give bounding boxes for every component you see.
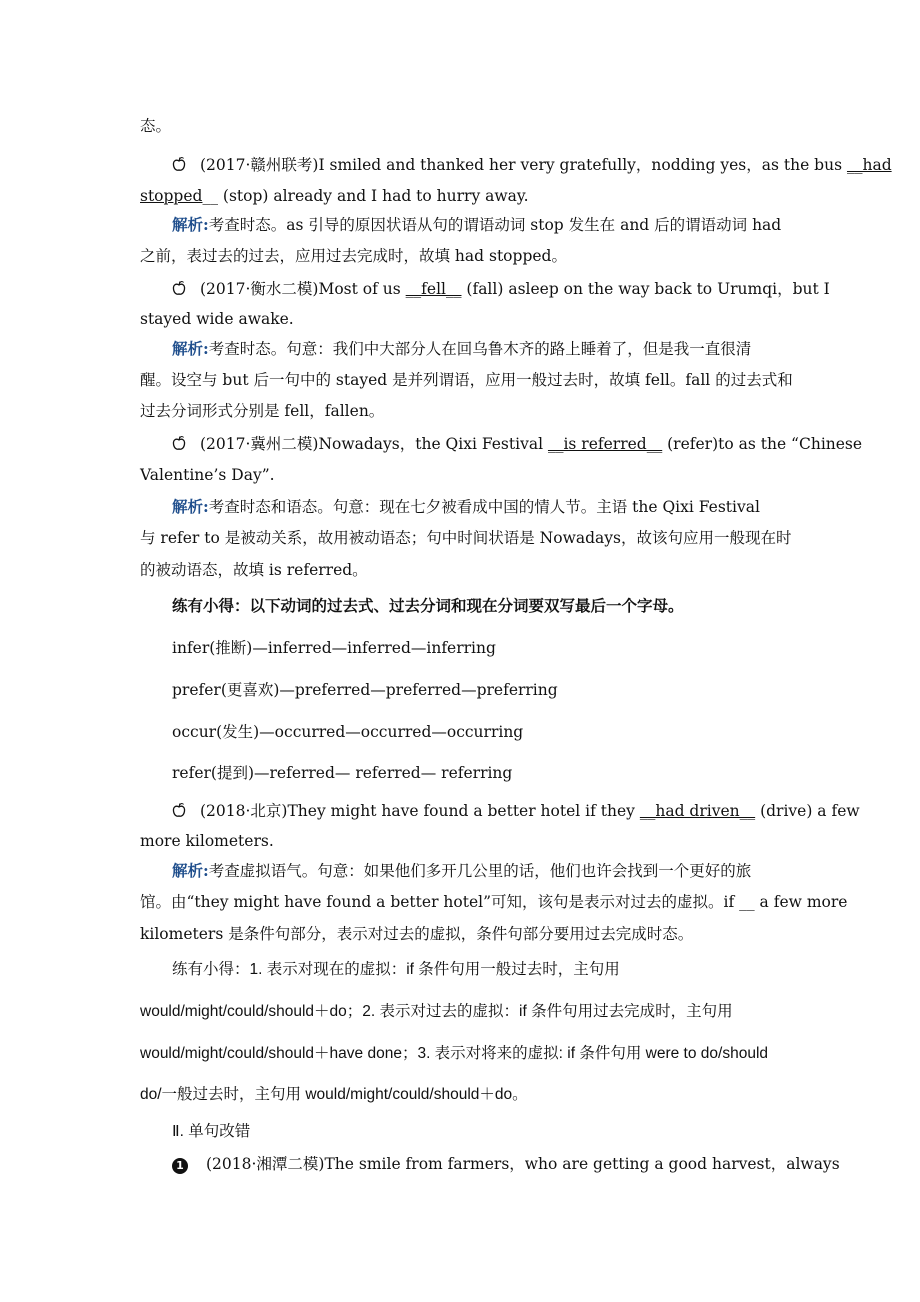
explanation-line: 的被动语态，故填 is referred。: [140, 561, 368, 579]
question-line: [172, 279, 830, 299]
question-line: [140, 186, 782, 206]
tip-title: 练有小得：以下动词的过去式、过去分词和现在分词要双写最后一个字母。: [172, 598, 684, 615]
explanation-line: [172, 497, 782, 517]
question-number-badge: 1: [172, 1158, 188, 1174]
apple-icon: [172, 435, 186, 451]
explanation-label: 解析:: [172, 497, 209, 516]
question-text: Nowadays，the Qixi Festival: [318, 435, 548, 453]
question-source: (2018·北京): [200, 802, 288, 820]
question-line: [172, 801, 860, 821]
question-text: Most of us: [318, 280, 406, 298]
question-line: stayed wide awake.: [140, 310, 294, 328]
verb-form-item: refer(提到)—referred— referred— referring: [172, 764, 513, 782]
explanation-line: 醒。设空与 but 后一句中的 stayed 是并列谓语，应用一般过去时，故填 fell。fall 的过去式和: [140, 371, 793, 389]
apple-icon: [172, 280, 186, 296]
explanation-label: 解析:: [172, 339, 209, 358]
explanation-text: 考查时态。句意：我们中大部分人在回乌鲁木齐的路上睡着了，但是我一直很清: [208, 340, 752, 358]
tip-line: would/might/could/should＋do；2. 表示对过去的虚拟：if 条件句用过去完成时，主句用: [140, 1003, 733, 1020]
question-source: (2018·湘潭二模): [206, 1155, 325, 1173]
tip-line: would/might/could/should＋have done；3. 表示对将来的虚拟: if 条件句用 were to do/should: [140, 1045, 769, 1062]
question-line: [172, 1154, 840, 1174]
section-heading: Ⅱ. 单句改错: [172, 1123, 251, 1140]
question-text: They might have found a better hotel if they: [287, 802, 640, 820]
tip-line: do/一般过去时，主句用 would/might/could/should＋do。: [140, 1086, 528, 1103]
explanation-line: 之前，表过去的过去，应用过去完成时，故填 had stopped。: [140, 247, 567, 265]
apple-icon: [172, 802, 186, 818]
verb-form-item: occur(发生)—occurred—occurred—occurring: [172, 723, 524, 741]
question-source: (2017·冀州二模): [200, 435, 319, 453]
question-line: Valentine’s Day”.: [140, 466, 275, 484]
explanation-label: 解析:: [172, 215, 209, 234]
verb-form-item: infer(推断)—inferred—inferred—inferring: [172, 639, 496, 657]
explanation-line: kilometers 是条件句部分，表示对过去的虚拟，条件句部分要用过去完成时态。: [140, 925, 694, 943]
question-text: (refer)to as the “Chinese: [662, 435, 863, 453]
explanation-line: 与 refer to 是被动关系，故用被动语态；句中时间状语是 Nowadays，故该句应用一般现在时: [140, 529, 792, 547]
question-source: (2017·赣州联考): [200, 156, 319, 174]
explanation-line: 过去分词形式分别是 fell，fallen。: [140, 402, 385, 420]
tip-line: 练有小得：1. 表示对现在的虚拟：if 条件句用一般过去时，主句用: [172, 961, 620, 978]
verb-form-item: prefer(更喜欢)—preferred—preferred—preferring: [172, 681, 558, 699]
answer-blank: __is referred__: [547, 435, 663, 453]
question-line: more kilometers.: [140, 832, 274, 850]
explanation-text: 考查时态。as 引导的原因状语从句的谓语动词 stop 发生在 and 后的谓语动词 had: [208, 216, 782, 234]
question-text: I smiled and thanked her very gratefully，nodding yes，as the bus: [318, 156, 847, 174]
answer-blank: __had: [846, 156, 892, 174]
question-line: [172, 434, 863, 454]
explanation-label: 解析:: [172, 861, 209, 880]
question-line: [172, 155, 892, 175]
question-text: (fall) asleep on the way back to Urumqi，but I: [461, 280, 830, 298]
answer-blank: stopped: [140, 187, 203, 205]
explanation-line: 馆。由“they might have found a better hotel”可知，该句是表示对过去的虚拟。if __ a few more: [140, 893, 848, 911]
answer-blank: __had driven__: [639, 802, 756, 820]
question-source: (2017·衡水二模): [200, 280, 319, 298]
continuation-text: 态。: [140, 117, 172, 135]
explanation-line: [172, 215, 782, 235]
explanation-text: 考查虚拟语气。句意：如果他们多开几公里的话，他们也许会找到一个更好的旅: [208, 862, 752, 880]
answer-blank: __fell__: [405, 280, 462, 298]
apple-icon: [172, 156, 186, 172]
explanation-text: 考查时态和语态。句意：现在七夕被看成中国的情人节。主语 the Qixi Festival: [208, 498, 760, 516]
question-text: (drive) a few: [755, 802, 860, 820]
explanation-line: [172, 339, 782, 359]
question-text: __ (stop) already and I had to hurry away.: [202, 187, 529, 205]
explanation-line: [172, 861, 782, 881]
question-text: The smile from farmers，who are getting a good harvest，always: [324, 1155, 840, 1173]
